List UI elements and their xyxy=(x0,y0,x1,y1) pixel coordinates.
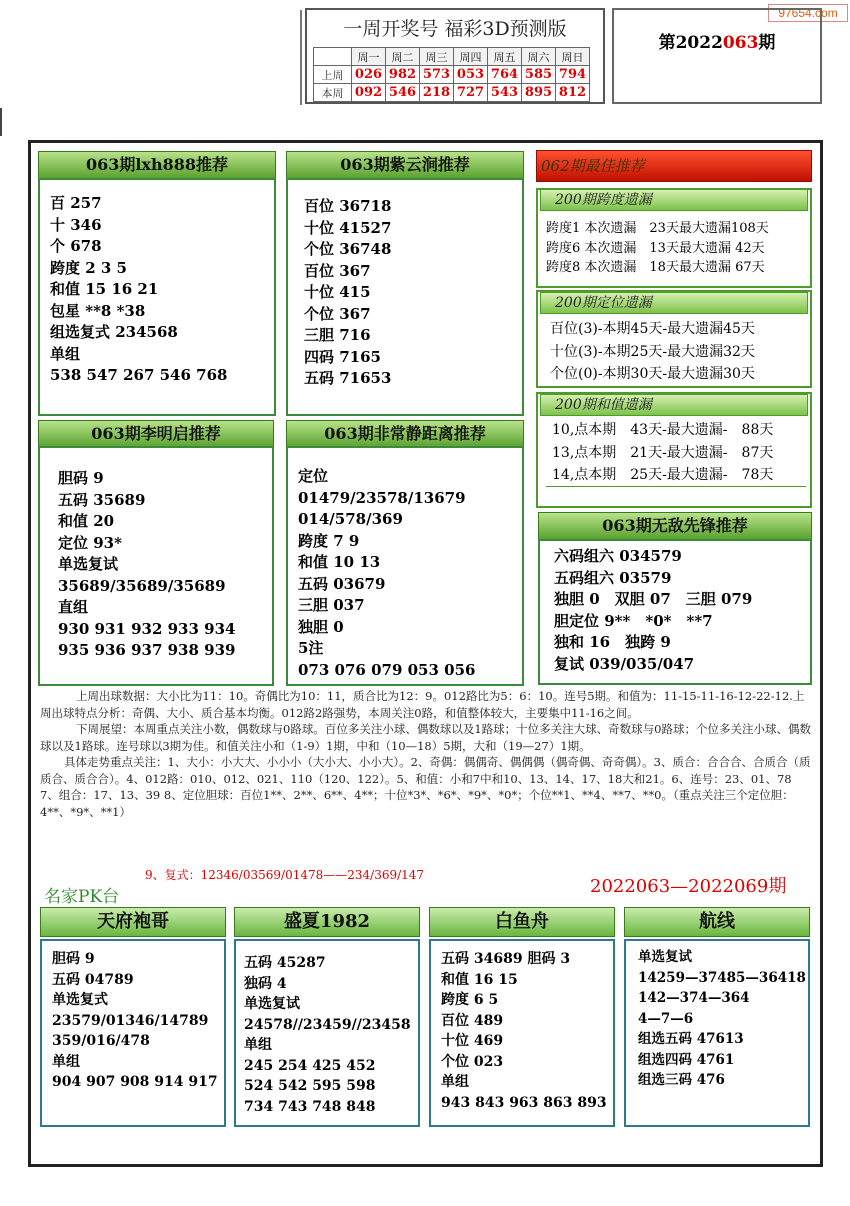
line: 14,点本期 25天-最大遗漏- 78天 xyxy=(552,467,774,483)
line: 个位(0)-本期30天-最大遗漏30天 xyxy=(550,366,755,382)
day-cell: 周一 xyxy=(352,48,386,66)
sum-underline xyxy=(546,486,806,487)
draw-number: 218 xyxy=(420,84,454,102)
line: 十 346 xyxy=(50,215,102,234)
pk-box3-panel xyxy=(429,939,615,1127)
last-week-row xyxy=(314,66,590,84)
line: 个位 367 xyxy=(304,304,371,323)
line: 和值 16 15 xyxy=(441,971,518,988)
day-cell: 周四 xyxy=(454,48,488,66)
draw-number: 543 xyxy=(488,84,522,102)
line: 五码组六 03579 xyxy=(554,568,672,587)
pos-lines xyxy=(550,318,755,386)
analysis-p2: 下周展望：本周重点关注小数，偶数球与0路球。百位多关注小球、偶数球以及1路球；十位多关注大球、奇数球与0路球；个位多关注小球、偶数球以及1路球。连号球以3期为佳。和值关注小和（1-9）1期，中和（10—18）5期，大和（19—27）1期。 xyxy=(40,722,811,753)
box1-title: 063期lxh888推荐 xyxy=(38,151,276,179)
box5-panel xyxy=(538,539,812,685)
line: 百位 489 xyxy=(441,1012,504,1029)
line: 四码 7165 xyxy=(304,347,381,366)
line: 定位 93* xyxy=(58,533,122,552)
span-lines xyxy=(546,219,769,278)
line: 单选复式 xyxy=(52,992,108,1008)
line: 10,点本期 43天-最大遗漏- 88天 xyxy=(552,422,774,438)
line: 和值 15 16 21 xyxy=(50,280,159,298)
line: 十位 415 xyxy=(304,283,371,301)
sum-title: 200期和值遗漏 xyxy=(540,394,808,416)
line: 538 547 267 546 768 xyxy=(50,366,228,384)
line: 和值 10 13 xyxy=(298,553,381,571)
day-cell: 周六 xyxy=(522,48,556,66)
draw-number: 546 xyxy=(386,84,420,102)
line: 13,点本期 21天-最大遗漏- 87天 xyxy=(552,444,774,461)
line: 23579/01346/14789 xyxy=(52,1012,209,1029)
line: 百位 367 xyxy=(304,261,371,280)
line: 百位 36718 xyxy=(304,197,392,215)
line: 单选复试 xyxy=(638,949,692,965)
box3-title: 063期李明启推荐 xyxy=(38,420,274,448)
pk-title: 名家PK台 xyxy=(44,887,120,907)
day-cell: 周五 xyxy=(488,48,522,66)
line: 单选复试 xyxy=(244,996,300,1012)
draw-number: 895 xyxy=(522,84,556,102)
line: 单选复试 xyxy=(58,555,119,573)
line: 直组 xyxy=(58,598,89,616)
box1-lines xyxy=(50,193,227,387)
line: 734 743 748 848 xyxy=(244,1098,376,1115)
line: 组选复式 234568 xyxy=(50,323,178,341)
box3-lines xyxy=(58,468,235,662)
line: 单组 xyxy=(244,1037,272,1053)
line: 定位 xyxy=(298,467,329,485)
line: 百位(3)-本期45天-最大遗漏45天 xyxy=(550,321,755,337)
day-cell: 周日 xyxy=(556,48,590,66)
analysis-p1: 上周出球数据：大小比为11：10。奇偶比为10：11，质合比为12：9。012路比为5：6：10。连号5期。和值为：11-15-11-16-12-22-12.上周出球特点分析：奇偶、大小、质合基本均衡。012路2路强势，本周关注0路，和值整体较大，主要集中11-16之间。 xyxy=(40,689,805,720)
draw-number: 812 xyxy=(556,84,590,102)
period-range: 2022063—2022069期 xyxy=(590,876,787,897)
line: 个位 023 xyxy=(441,1053,504,1070)
line: 五码 45287 xyxy=(244,955,326,971)
draw-number: 053 xyxy=(454,66,488,84)
weekly-draw-table xyxy=(313,47,590,102)
pk-box2-lines xyxy=(244,953,411,1117)
box4-lines xyxy=(298,466,475,681)
line: 904 907 908 914 917 xyxy=(52,1074,218,1090)
line: 跨度 2 3 5 xyxy=(50,258,127,277)
line: 百 257 xyxy=(50,194,102,212)
analysis-text xyxy=(40,688,812,820)
line: 142—374—364 xyxy=(638,990,750,1006)
line: 六码组六 034579 xyxy=(554,547,682,565)
line: 组选四码 4761 xyxy=(638,1051,735,1068)
box5-lines xyxy=(554,546,752,675)
line: 个位 36748 xyxy=(304,240,392,258)
line: 943 843 963 863 893 xyxy=(441,1094,607,1111)
span-title: 200期跨度遗漏 xyxy=(540,189,808,211)
line: 十位(3)-本期25天-最大遗漏32天 xyxy=(550,343,755,360)
weekly-draw-title: 一周开奖号 福彩3D预测版 xyxy=(343,18,567,40)
line: 十位 469 xyxy=(441,1033,504,1049)
draw-number: 727 xyxy=(454,84,488,102)
line: 935 936 937 938 939 xyxy=(58,641,236,659)
draw-number: 794 xyxy=(556,66,590,84)
line: 十位 41527 xyxy=(304,218,392,237)
box5-title: 063期无敌先锋推荐 xyxy=(538,512,812,540)
line: 单组 xyxy=(441,1074,469,1090)
day-cell: 周三 xyxy=(420,48,454,66)
draw-number: 573 xyxy=(420,66,454,84)
box2-lines xyxy=(304,196,391,390)
line: 五码 35689 xyxy=(58,490,146,509)
line: 和值 20 xyxy=(58,512,115,530)
line: 包星 **8 *38 xyxy=(50,301,146,320)
line: 独码 4 xyxy=(244,975,287,992)
line: 五码 03679 xyxy=(298,574,386,593)
issue-suffix: 期 xyxy=(758,33,776,53)
line: 五码 04789 xyxy=(52,971,134,988)
line: 五码 34689 胆码 3 xyxy=(441,951,571,967)
line: 复试 039/035/047 xyxy=(554,654,695,673)
row-label: 本周 xyxy=(314,84,352,102)
line: 跨度8 本次遗漏 18天最大遗漏 67天 xyxy=(546,260,765,275)
pk-box1-lines xyxy=(52,949,218,1093)
line: 组选五码 47613 xyxy=(638,1031,744,1047)
pk-box3-title: 白鱼舟 xyxy=(429,907,615,937)
pk-box1-panel xyxy=(40,939,226,1127)
box2-title: 063期紫云涧推荐 xyxy=(286,151,524,179)
line: 独胆 0 xyxy=(298,617,344,636)
line: 三胆 037 xyxy=(298,596,365,614)
line: 359/016/478 xyxy=(52,1033,150,1049)
analysis-p3: 具体走势重点关注：1、大小：小大大、小小小（大小大、小小大）。2、奇偶：偶偶奇、偶偶偶（偶奇偶、奇奇偶）。3、质合：合合合、合质合（质质合、质合合）。4、012路：010、012、021、110（120、122）。5、和值：小和7中和10、13、14、17、18大和21。6、连号：23、01、78 7、组合：17、13、39 8、定位胆球：百位1**、2**、6**、4**；十位*3*、*6*、*9*、*0*；个位**1、**4、**7、**0。（重点关注三个定位胆：4**、*9*、**1） xyxy=(40,755,811,819)
pk-box1-title: 天府袍哥 xyxy=(40,907,226,937)
line: 245 254 425 452 xyxy=(244,1057,376,1074)
pk-box4-lines xyxy=(638,947,806,1091)
line: 35689/35689/35689 xyxy=(58,576,226,595)
favorite-line: 9、复式：12346/03569/01478——234/369/147 xyxy=(145,868,425,882)
line: 14259—37485—36418 xyxy=(638,969,806,986)
issue-panel xyxy=(612,8,822,104)
line: 胆定位 9** *0* **7 xyxy=(554,611,713,630)
row-label: 上周 xyxy=(314,66,352,84)
line: 独和 16 独跨 9 xyxy=(554,633,671,651)
box4-title: 063期非常静距离推荐 xyxy=(286,420,524,448)
line: 跨度 6 5 xyxy=(441,992,499,1008)
line: 5注 xyxy=(298,639,324,657)
weekly-draw-panel xyxy=(305,8,605,104)
draw-number: 026 xyxy=(352,66,386,84)
line: 014/578/369 xyxy=(298,510,403,528)
day-header-row xyxy=(314,48,590,66)
pk-box2-panel xyxy=(234,939,420,1127)
line: 24578//23459//23458 xyxy=(244,1016,411,1033)
draw-number: 764 xyxy=(488,66,522,84)
best-title: 062期最佳推荐 xyxy=(536,150,812,182)
pk-box3-lines xyxy=(441,949,607,1113)
line: 跨度 7 9 xyxy=(298,531,360,550)
draw-number: 982 xyxy=(386,66,420,84)
line: 930 931 932 933 934 xyxy=(58,619,236,638)
header-divider xyxy=(300,10,302,105)
line: 单组 xyxy=(50,344,81,363)
box2-panel xyxy=(286,178,524,416)
this-week-row xyxy=(314,84,590,102)
draw-number: 092 xyxy=(352,84,386,102)
line: 独胆 0 双胆 07 三胆 079 xyxy=(554,590,753,608)
box3-panel xyxy=(38,446,274,686)
line: 4—7—6 xyxy=(638,1010,694,1027)
issue-prefix: 第2022 xyxy=(658,33,723,53)
line: 五码 71653 xyxy=(304,369,392,387)
line: 跨度6 本次遗漏 13天最大遗漏 42天 xyxy=(546,240,765,256)
site-tag[interactable]: 97654.com xyxy=(768,4,848,22)
line: 胆码 9 xyxy=(52,951,95,967)
corner-cell xyxy=(314,48,352,66)
day-cell: 周二 xyxy=(386,48,420,66)
issue-highlight: 063 xyxy=(722,33,759,53)
line: 组选三码 476 xyxy=(638,1072,725,1088)
pk-box4-panel xyxy=(624,939,810,1127)
line: 单组 xyxy=(52,1053,80,1070)
issue-number xyxy=(614,28,820,53)
left-divider xyxy=(0,108,2,136)
draw-number: 585 xyxy=(522,66,556,84)
box4-panel xyxy=(286,446,524,686)
line: 跨度1 本次遗漏 23天最大遗漏108天 xyxy=(546,221,769,236)
pk-box2-title: 盛夏1982 xyxy=(234,907,420,937)
line: 524 542 595 598 xyxy=(244,1078,376,1094)
line: 01479/23578/13679 xyxy=(298,488,466,507)
line: 个 678 xyxy=(50,237,102,255)
pos-title: 200期定位遗漏 xyxy=(540,292,808,314)
pk-box4-title: 航线 xyxy=(624,907,810,937)
line: 三胆 716 xyxy=(304,326,371,344)
box1-panel xyxy=(38,178,276,416)
line: 胆码 9 xyxy=(58,469,104,487)
line: 073 076 079 053 056 xyxy=(298,660,476,679)
sum-lines xyxy=(552,419,773,487)
